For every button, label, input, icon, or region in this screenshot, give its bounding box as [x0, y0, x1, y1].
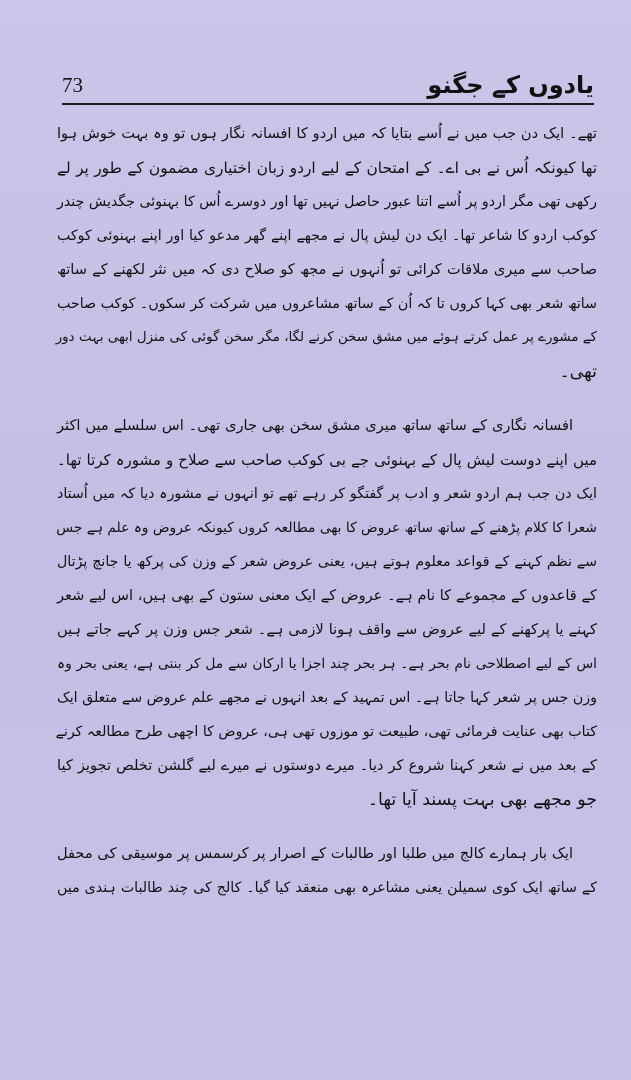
text-line: رکھی تھی مگر اردو پر اُسے اتنا عبور حاصل نہیں تھا اور دوسرے اُس کا بہنوئی جگدیش چندر	[57, 194, 597, 210]
text-line: اس کے لیے اصطلاحی نام بحر ہے۔ ہر بحر چند اجزا یا ارکان سے مل کر بنتی ہے، یعنی بحر وہ	[57, 656, 597, 672]
text-line: تھے۔ ایک دن جب میں نے اُسے بتایا کہ میں اردو کا افسانہ نگار ہوں تو وہ بہت خوش ہوا	[57, 125, 597, 142]
text-line: میں اپنے دوست لیش پال کے بہنوئی جے بی کوکب صاحب سے صلاح و مشورہ کرتا تھا۔	[57, 451, 597, 469]
text-line: کوکب اردو کا شاعر تھا۔ ایک دن لیش پال نے مجھے اپنے گھر مدعو کیا اور اپنے بہنوئی کوکب	[57, 228, 597, 244]
text-line: شعرا کا کلام پڑھنے کے ساتھ ساتھ عروض کا بھی مطالعہ کروں کیونکہ عروض وہ علم ہے جس	[56, 520, 597, 536]
text-line: سے نظم کہنے کے قواعد معلوم ہوتے ہیں، یعنی عروض شعر کے وزن کی پرکھ یا جانچ پڑتال	[57, 554, 597, 570]
page-number: 73	[62, 73, 83, 97]
text-line: وزن جس پر شعر کہا جاتا ہے۔ اس تمہید کے بعد انہوں نے مجھے علم عروض سے متعلق ایک	[57, 690, 597, 706]
text-line: کہنے یا پرکھنے کے لیے عروض سے واقف ہونا لازمی ہے۔ شعر جس وزن پر کہے جاتے ہیں	[57, 621, 597, 638]
text-line: تھا کیونکہ اُس نے بی اے۔ کے امتحان کے لیے اردو زبان اختیاری مضمون کے طور پر لے	[57, 159, 597, 177]
text-line: ساتھ شعر بھی کہا کروں تا کہ اُن کے ساتھ مشاعروں میں شرکت کر سکوں۔ کوکب صاحب	[57, 296, 597, 312]
header-divider	[62, 103, 594, 105]
text-line: کے قاعدوں کے مجموعے کا نام ہے۔ عروض کے ایک معنی ستون کے بھی ہیں، اس لیے شعر	[57, 587, 597, 604]
text-line: صاحب سے میری ملاقات کرائی تو اُنہوں نے مجھ کو صلاح دی کہ میں نثر لکھنے کے ساتھ	[57, 261, 597, 278]
page-header	[62, 70, 594, 100]
running-title: یادوں کے جگنو	[427, 71, 594, 99]
text-line: کے ساتھ ایک کوی سمیلن یعنی مشاعرہ بھی منعقد کیا گیا۔ کالج کی چند طالبات ہندی میں	[57, 880, 597, 896]
body-text	[57, 117, 597, 1067]
text-line: ایک بار ہمارے کالج میں طلبا اور طالبات کے اصرار پر کرسمس پر موسیقی کی محفل	[57, 845, 573, 862]
text-line: کے مشورے پر عمل کرتے ہوئے میں مشق سخن کرنے لگا، مگر سخن گوئی کی منزل ابھی بہت دور	[55, 330, 597, 345]
text-line: افسانہ نگاری کے ساتھ ساتھ میری مشق سخن بھی جاری تھی۔ اس سلسلے میں اکثر	[57, 417, 573, 434]
text-line: کے بعد میں نے شعر کہنا شروع کر دیا۔ میرے دوستوں نے میرے لیے گلشن تخلص تجویز کیا	[57, 757, 597, 774]
text-line: جو مجھے بھی بہت پسند آیا تھا۔	[367, 790, 597, 810]
text-line: کتاب بھی عنایت فرمائی تھی، طبیعت تو موزوں تھی ہی، عروض کا اچھی طرح مطالعہ کرنے	[55, 724, 597, 740]
text-line: تھی۔	[559, 362, 597, 382]
text-line: ایک دن جب ہم اردو شعر و ادب پر گفتگو کر رہے تھے تو انہوں نے مشورہ دیا کہ میں اُستاد	[57, 486, 597, 502]
